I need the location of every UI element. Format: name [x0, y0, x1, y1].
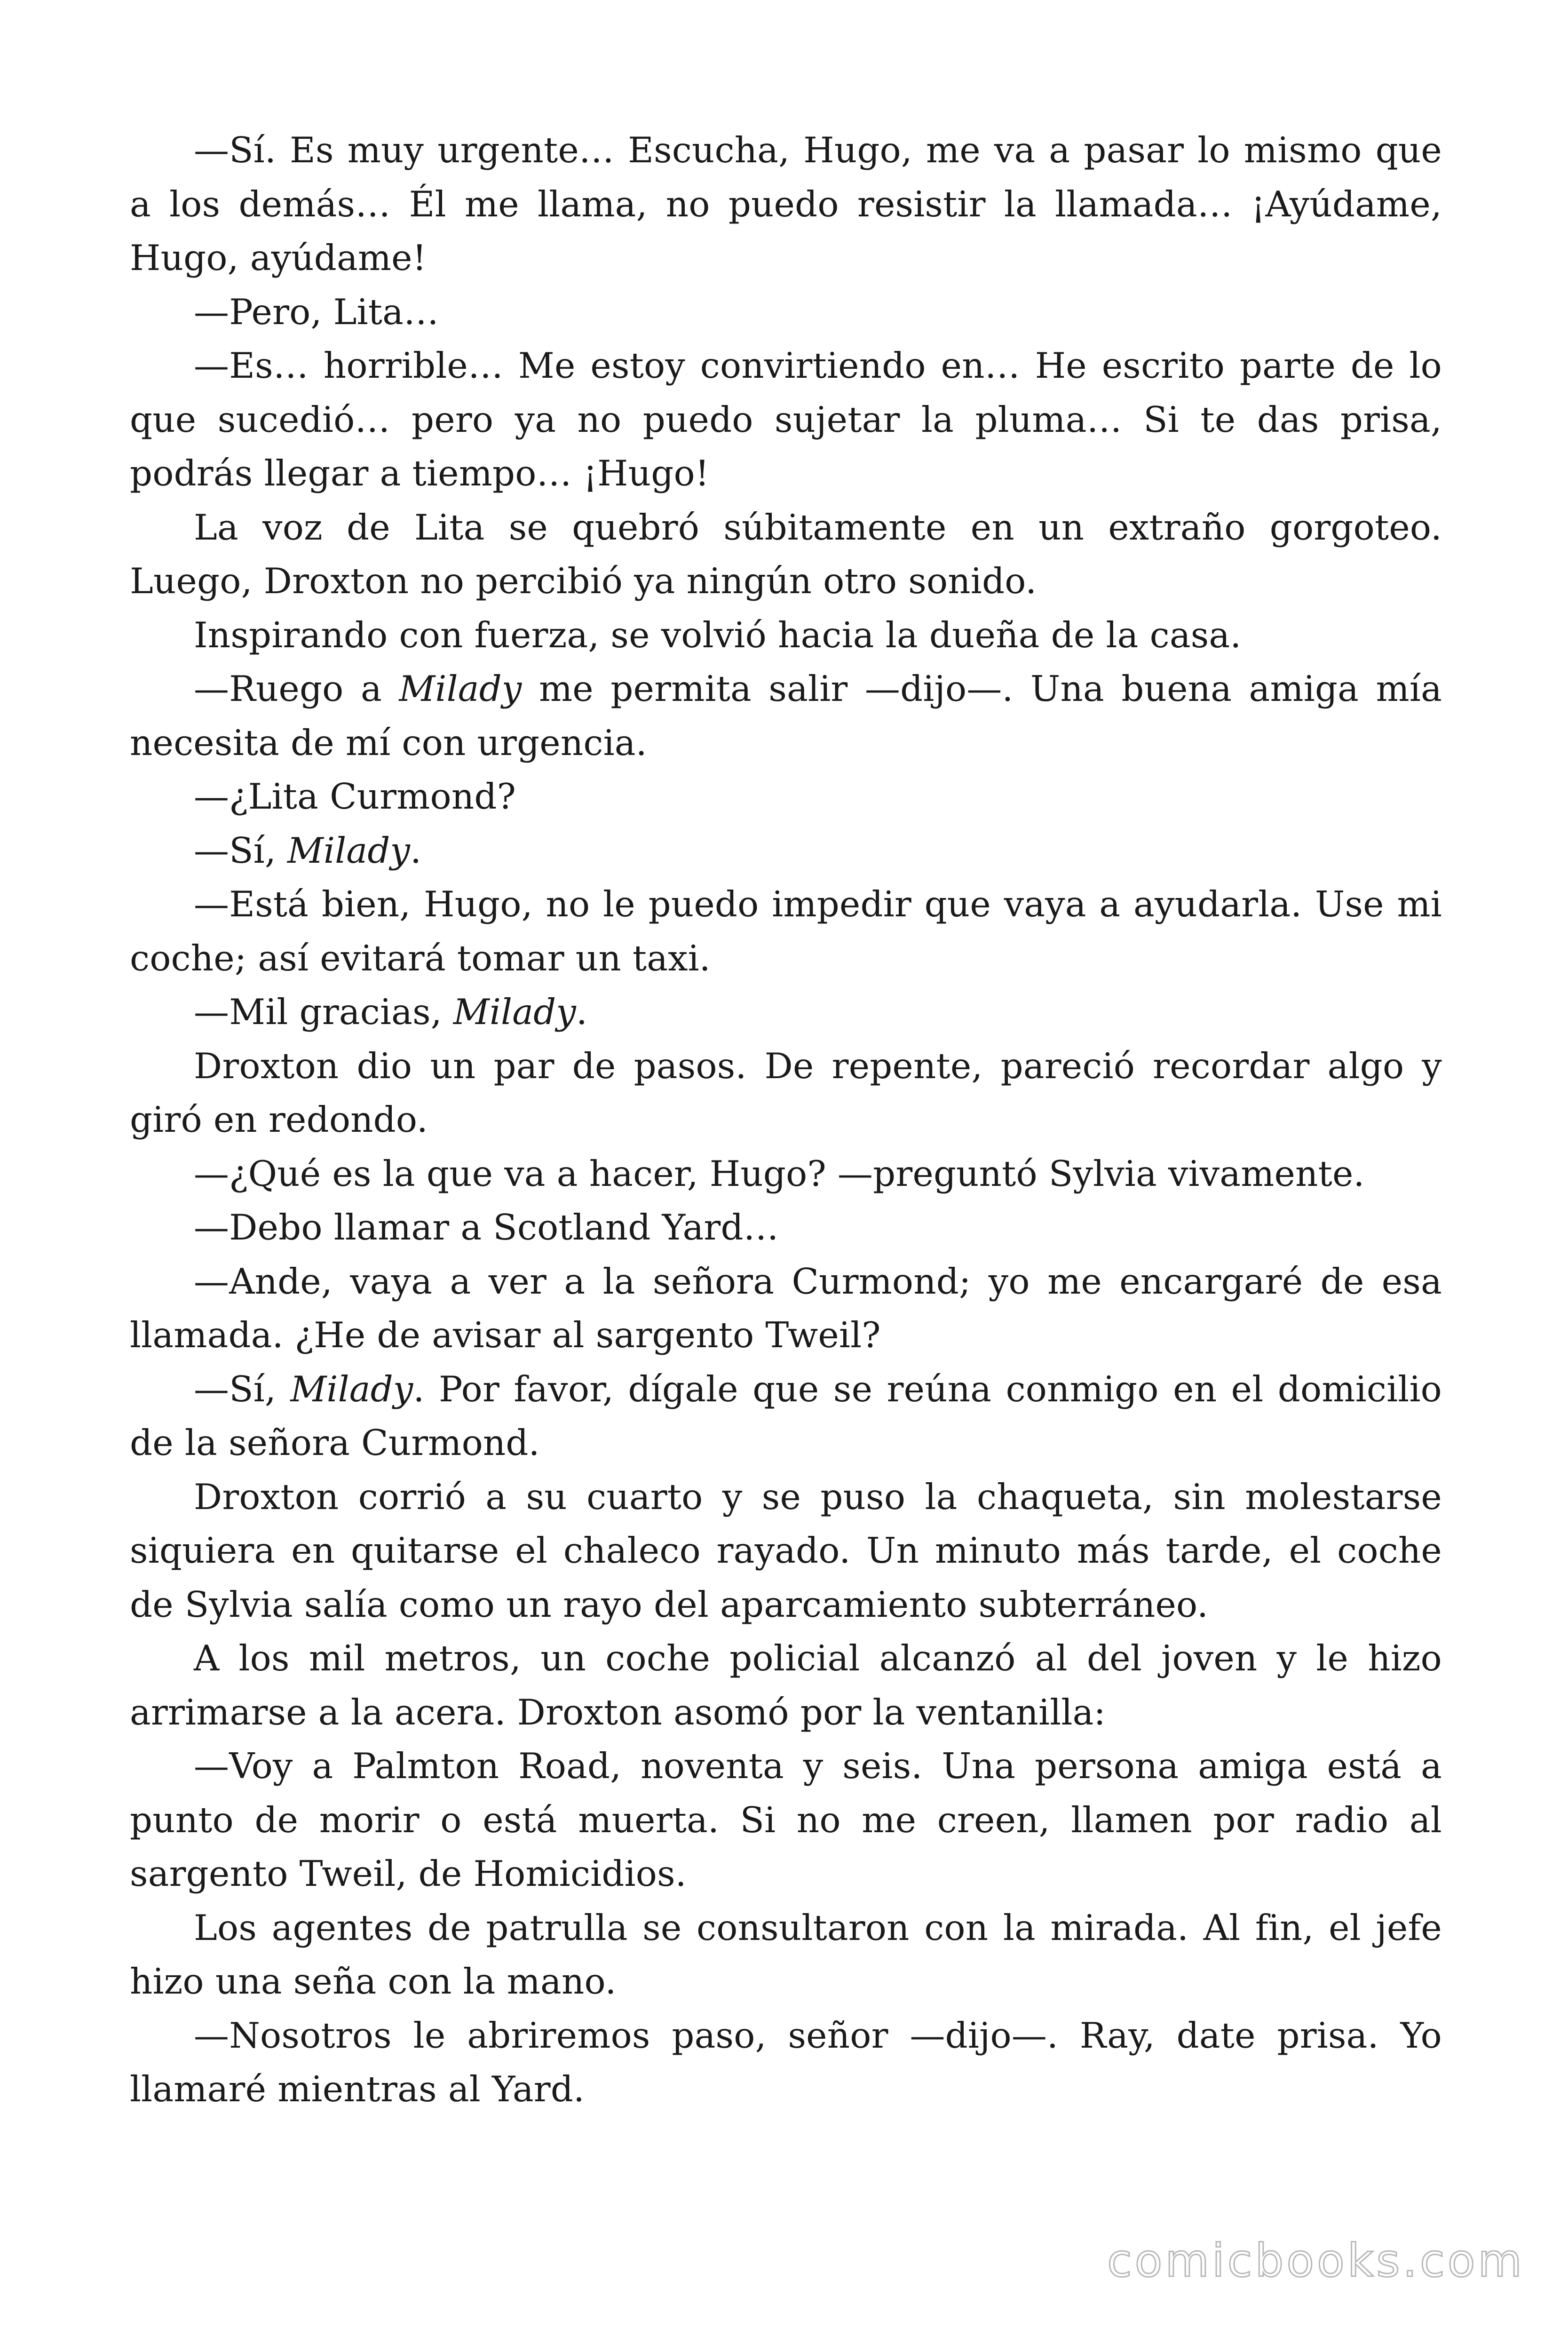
paragraph-text: —Nosotros le abriremos paso, señor —dijo—. Ray, date prisa. Yo llamaré mientras al Yard. [130, 2014, 1442, 2110]
paragraph [130, 123, 1442, 285]
paragraph-text: —Pero, Lita… [194, 291, 439, 333]
paragraph-text: —Voy a Palmton Road, noventa y seis. Una persona amiga está a punto de morir o está muerta. Si no me creen, llamen por radio al sargento Tweil, de Homicidios. [130, 1745, 1442, 1894]
paragraph [130, 877, 1442, 985]
paragraph [130, 1470, 1442, 1632]
paragraph [130, 2009, 1442, 2116]
paragraph-text: . [410, 829, 422, 871]
paragraph-text: Los agentes de patrulla se consultaron con la mirada. Al fin, el jefe hizo una seña con la mano. [130, 1907, 1442, 2002]
paragraph-text: —Ande, vaya a ver a la señora Curmond; yo me encargaré de esa llamada. ¿He de avisar al sargento Tweil? [130, 1260, 1442, 1356]
paragraph [130, 1147, 1442, 1201]
paragraph [130, 770, 1442, 824]
paragraph-text: —¿Qué es la que va a hacer, Hugo? —preguntó Sylvia vivamente. [194, 1152, 1365, 1194]
watermark-logo: comicbooks.com [1107, 2234, 1525, 2287]
paragraph [130, 339, 1442, 501]
italic-text: Milady [453, 991, 576, 1033]
paragraph [130, 608, 1442, 662]
paragraph [130, 1039, 1442, 1147]
paragraph-text: . [576, 991, 587, 1033]
paragraph-text: A los mil metros, un coche policial alcanzó al del joven y le hizo arrimarse a la acera. Droxton asomó por la ventanilla: [130, 1637, 1442, 1733]
paragraph [130, 1739, 1442, 1901]
paragraph-text: —Está bien, Hugo, no le puedo impedir que vaya a ayudarla. Use mi coche; así evitará tomar un taxi. [130, 883, 1442, 979]
paragraph-text: Inspirando con fuerza, se volvió hacia la dueña de la casa. [194, 614, 1242, 656]
paragraph [130, 824, 1442, 878]
paragraph [130, 285, 1442, 339]
paragraph [130, 1631, 1442, 1739]
italic-text: Milady [290, 1368, 413, 1410]
paragraph-text: —Ruego a [194, 668, 399, 709]
paragraph [130, 662, 1442, 770]
body-text [130, 123, 1442, 2116]
paragraph [130, 1200, 1442, 1255]
paragraph-text: —Sí, [194, 1368, 291, 1410]
paragraph [130, 1901, 1442, 2009]
paragraph-text: me permita salir —dijo—. Una buena amiga mía necesita de mí con urgencia. [130, 668, 1442, 763]
paragraph-text: —Mil gracias, [194, 991, 453, 1033]
paragraph [130, 985, 1442, 1039]
paragraph [130, 1255, 1442, 1362]
paragraph-text: . Por favor, dígale que se reúna conmigo en el domicilio de la señora Curmond. [130, 1368, 1442, 1463]
paragraph-text: Droxton dio un par de pasos. De repente, pareció recordar algo y giró en redondo. [130, 1045, 1442, 1140]
paragraph-text: Droxton corrió a su cuarto y se puso la chaqueta, sin molestarse siquiera en quitarse el chaleco rayado. Un minuto más tarde, el coche de Sylvia salía como un rayo del aparcamiento subterráneo. [130, 1476, 1442, 1625]
paragraph-text: —Sí. Es muy urgente… Escucha, Hugo, me va a pasar lo mismo que a los demás… Él me llama, no puedo resistir la llamada… ¡Ayúdame, Hugo, ayúdame! [130, 129, 1442, 278]
paragraph [130, 501, 1442, 608]
italic-text: Milady [399, 668, 522, 709]
paragraph-text: —Sí, [194, 829, 288, 871]
paragraph [130, 1362, 1442, 1470]
paragraph-text: La voz de Lita se quebró súbitamente en un extraño gorgoteo. Luego, Droxton no percibió ya ningún otro sonido. [130, 506, 1442, 602]
italic-text: Milady [287, 829, 411, 871]
paragraph-text: —¿Lita Curmond? [194, 776, 516, 817]
paragraph-text: —Es… horrible… Me estoy convirtiendo en… He escrito parte de lo que sucedió… pero ya no puedo sujetar la pluma… Si te das prisa, podrás llegar a tiempo… ¡Hugo! [130, 345, 1442, 494]
paragraph-text: —Debo llamar a Scotland Yard… [194, 1207, 779, 1248]
